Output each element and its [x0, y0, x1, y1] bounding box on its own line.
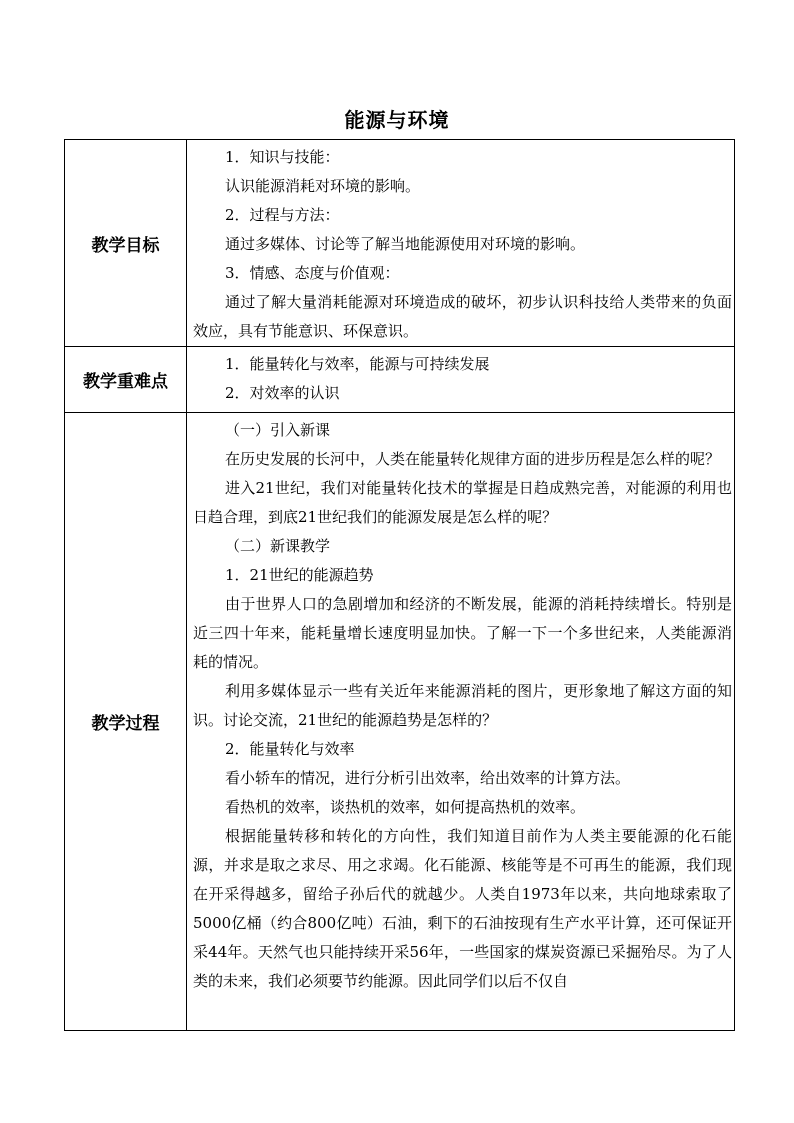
paragraph: 1．21世纪的能源趋势	[225, 566, 374, 584]
paragraph: 根据能量转移和转化的方向性，我们知道目前作为人类主要能源的化石能源，并求是取之求尽、用之求竭。化石能源、核能等是不可再生的能源，我们现在开采得越多，留给子孙后代的就越少。人类自1973年以来，共向地球索取了5000亿桶（约合800亿吨）石油，剩下的石油按现有生产水平计算，还可保证开采44年。天然气也只能持续开采56年，一些国家的煤炭资源已采掘殆尽。为了人类的未来，我们必须要节约能源。因此同学们以后不仅自	[193, 827, 732, 990]
paragraph: 2．对效率的认识	[225, 384, 340, 402]
row-label-teaching-process: 教学过程	[65, 413, 187, 1031]
paragraph: 进入21世纪，我们对能量转化技术的掌握是日趋成熟完善，对能源的利用也日趋合理，到底21世纪我们的能源发展是怎么样的呢？	[193, 479, 732, 526]
paragraph: 通过多媒体、讨论等了解当地能源使用对环境的影响。	[225, 235, 586, 253]
table-row-key-difficulties	[65, 347, 735, 413]
paragraph: 由于世界人口的急剧增加和经济的不断发展，能源的消耗持续增长。特别是近三四十年来，能耗量增长速度明显加快。了解一下一个多世纪来，人类能源消耗的情况。	[193, 595, 732, 671]
paragraph: （一）引入新课	[225, 421, 331, 439]
table-row-teaching-goals	[65, 140, 735, 347]
paragraph: 2．过程与方法：	[225, 206, 340, 224]
paragraph: 通过了解大量消耗能源对环境造成的破坏，初步认识科技给人类带来的负面效应，具有节能意识、环保意识。	[193, 293, 732, 340]
table-row-teaching-process	[65, 413, 735, 1031]
row-content-teaching-process	[187, 413, 735, 1031]
paragraph: 在历史发展的长河中，人类在能量转化规律方面的进步历程是怎么样的呢？	[225, 450, 721, 468]
lesson-plan-table	[64, 139, 735, 1031]
paragraph: 3．情感、态度与价值观：	[225, 264, 400, 282]
document-title: 能源与环境	[344, 108, 450, 132]
paragraph: 1．能量转化与效率，能源与可持续发展	[225, 355, 490, 373]
paragraph: 1．知识与技能：	[225, 148, 340, 166]
row-label-key-difficulties: 教学重难点	[65, 347, 187, 413]
row-content-teaching-goals	[187, 140, 735, 347]
paragraph: 利用多媒体显示一些有关近年来能源消耗的图片，更形象地了解这方面的知识。讨论交流，21世纪的能源趋势是怎样的？	[193, 682, 732, 729]
paragraph: 看热机的效率，谈热机的效率，如何提高热机的效率。	[225, 798, 586, 816]
paragraph: 2．能量转化与效率	[225, 740, 355, 758]
paragraph: 看小轿车的情况，进行分析引出效率，给出效率的计算方法。	[225, 769, 631, 787]
paragraph: （二）新课教学	[225, 537, 331, 555]
paragraph: 认识能源消耗对环境的影响。	[225, 177, 421, 195]
row-content-key-difficulties	[187, 347, 735, 413]
row-label-teaching-goals: 教学目标	[65, 140, 187, 347]
